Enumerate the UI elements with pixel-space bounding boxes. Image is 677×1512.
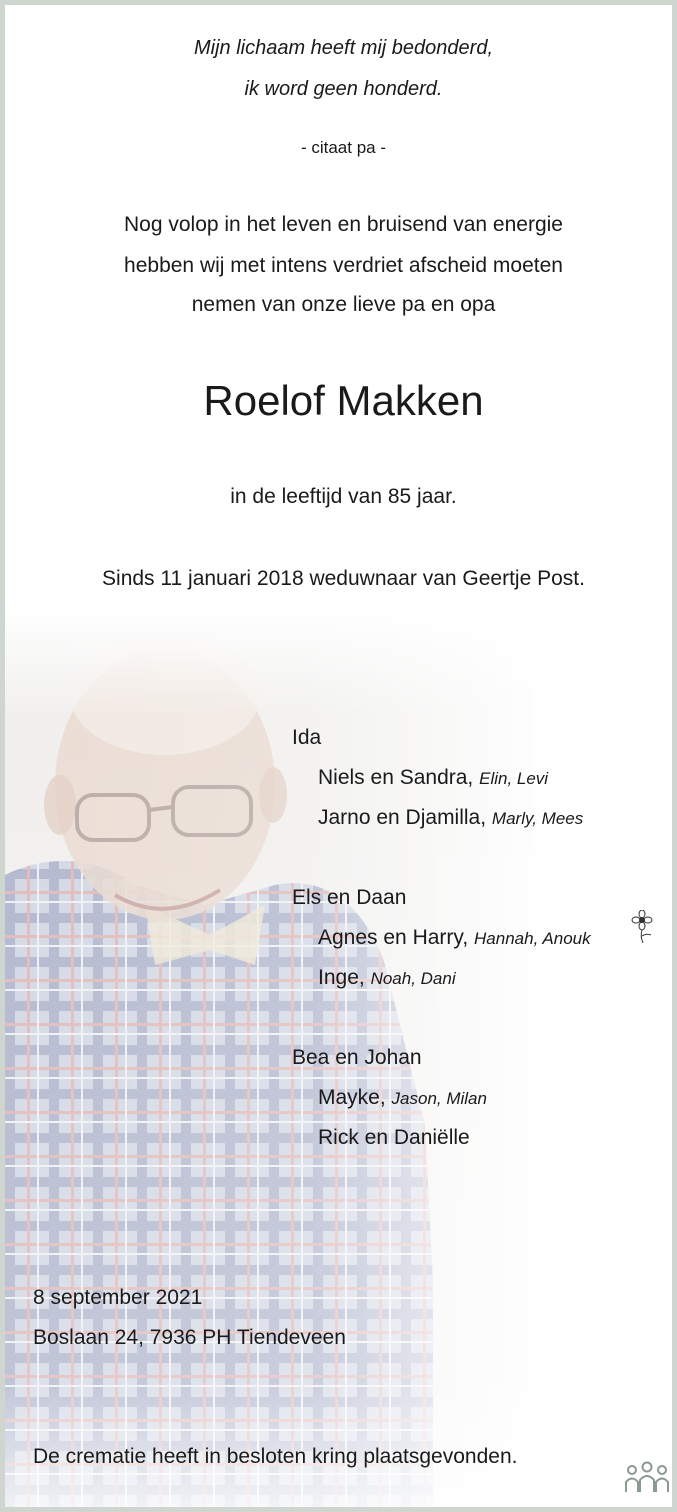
family-member: [318, 806, 583, 830]
member-children: Hannah, Anouk: [474, 929, 591, 948]
member-name: Mayke,: [318, 1086, 386, 1109]
quote-line-1: Mijn lichaam heeft mij bedonderd,: [193, 37, 494, 59]
age-line: in de leeftijd van 85 jaar.: [230, 485, 457, 508]
member-name: Rick en Daniëlle: [318, 1126, 470, 1149]
closing-line: De crematie heeft in besloten kring plaatsgevonden.: [33, 1445, 518, 1468]
family-member: [318, 926, 591, 950]
member-name: Jarno en Djamilla,: [318, 806, 487, 829]
family-member: [318, 1126, 470, 1150]
member-name: Niels en Sandra,: [318, 766, 474, 789]
member-name: Inge,: [318, 966, 365, 989]
people-logo-icon: [623, 1460, 671, 1500]
family-member: [318, 1086, 487, 1110]
quote-line-2: ik word geen honderd.: [244, 78, 443, 100]
date-line: 8 september 2021: [33, 1286, 203, 1309]
family-member: [318, 966, 456, 990]
member-children: Jason, Milan: [391, 1089, 487, 1108]
quote-attribution: - citaat pa -: [300, 138, 387, 157]
family-member: [318, 766, 548, 790]
member-children: Marly, Mees: [491, 809, 584, 828]
member-children: Noah, Dani: [370, 969, 456, 988]
widower-line: Sinds 11 januari 2018 weduwnaar van Geertje Post.: [102, 567, 585, 590]
intro-line-1: Nog volop in het leven en bruisend van energie: [124, 213, 563, 236]
intro-line-3: nemen van onze lieve pa en opa: [191, 293, 496, 316]
deceased-name: Roelof Makken: [203, 377, 484, 424]
member-children: Elin, Levi: [479, 769, 549, 788]
family-parent: Els en Daan: [292, 886, 407, 909]
member-name: Agnes en Harry,: [318, 926, 469, 949]
family-parent: Bea en Johan: [292, 1046, 422, 1069]
family-parent: Ida: [292, 726, 322, 749]
address-line: Boslaan 24, 7936 PH Tiendeveen: [33, 1326, 346, 1349]
intro-line-2: hebben wij met intens verdriet afscheid moeten: [124, 254, 563, 277]
flower-icon: [629, 910, 655, 944]
